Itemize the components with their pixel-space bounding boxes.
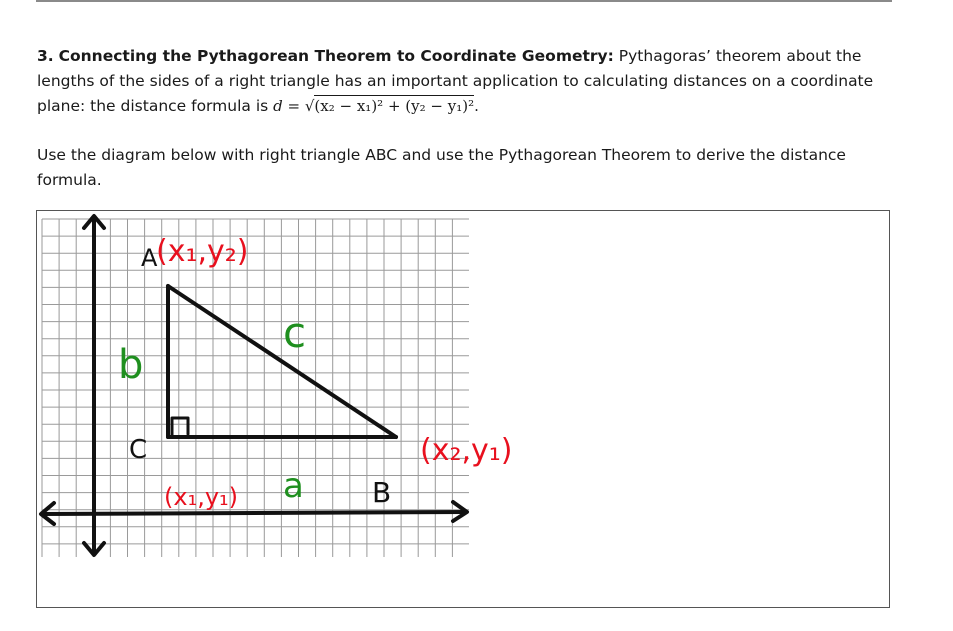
problem-title: Connecting the Pythagorean Theorem to Coordinate Geometry: bbox=[58, 47, 614, 65]
formula-lhs: d bbox=[273, 97, 283, 115]
right-angle-mark bbox=[172, 418, 188, 435]
side-c-segment bbox=[168, 286, 396, 437]
formula-period: . bbox=[474, 97, 479, 115]
side-a-label: a bbox=[283, 466, 304, 506]
point-c-coordinates: (x₁,y₁) bbox=[164, 483, 239, 511]
vertex-b-label: B bbox=[372, 476, 392, 509]
point-a-coordinates: (x₁,y₂) bbox=[156, 234, 249, 269]
vertex-c-label: C bbox=[129, 435, 148, 465]
x-axis bbox=[42, 512, 466, 514]
formula-equals: = bbox=[282, 97, 305, 115]
side-c-label: c bbox=[283, 308, 307, 357]
instruction-text: Use the diagram below with right triangle ABC and use the Pythagorean Theorem to derive the distance formula. bbox=[37, 146, 846, 189]
problem-number: 3. bbox=[37, 47, 54, 65]
problem-intro: Pythagoras’ theorem about the lengths of the sides of a right triangle has an important application to calculating distances on a coordinate plane: the distance formula is bbox=[37, 47, 874, 115]
distance-formula: d = √(x₂ − x₁)² + (y₂ − y₁)². bbox=[273, 97, 479, 115]
formula-radicand: (x₂ − x₁)² + (y₂ − y₁)² bbox=[314, 97, 475, 115]
vertex-a-label: A bbox=[141, 244, 158, 272]
point-b-coordinates: (x₂,y₁) bbox=[420, 433, 513, 468]
graph-grid bbox=[42, 219, 469, 557]
side-b-label: b bbox=[118, 342, 144, 388]
